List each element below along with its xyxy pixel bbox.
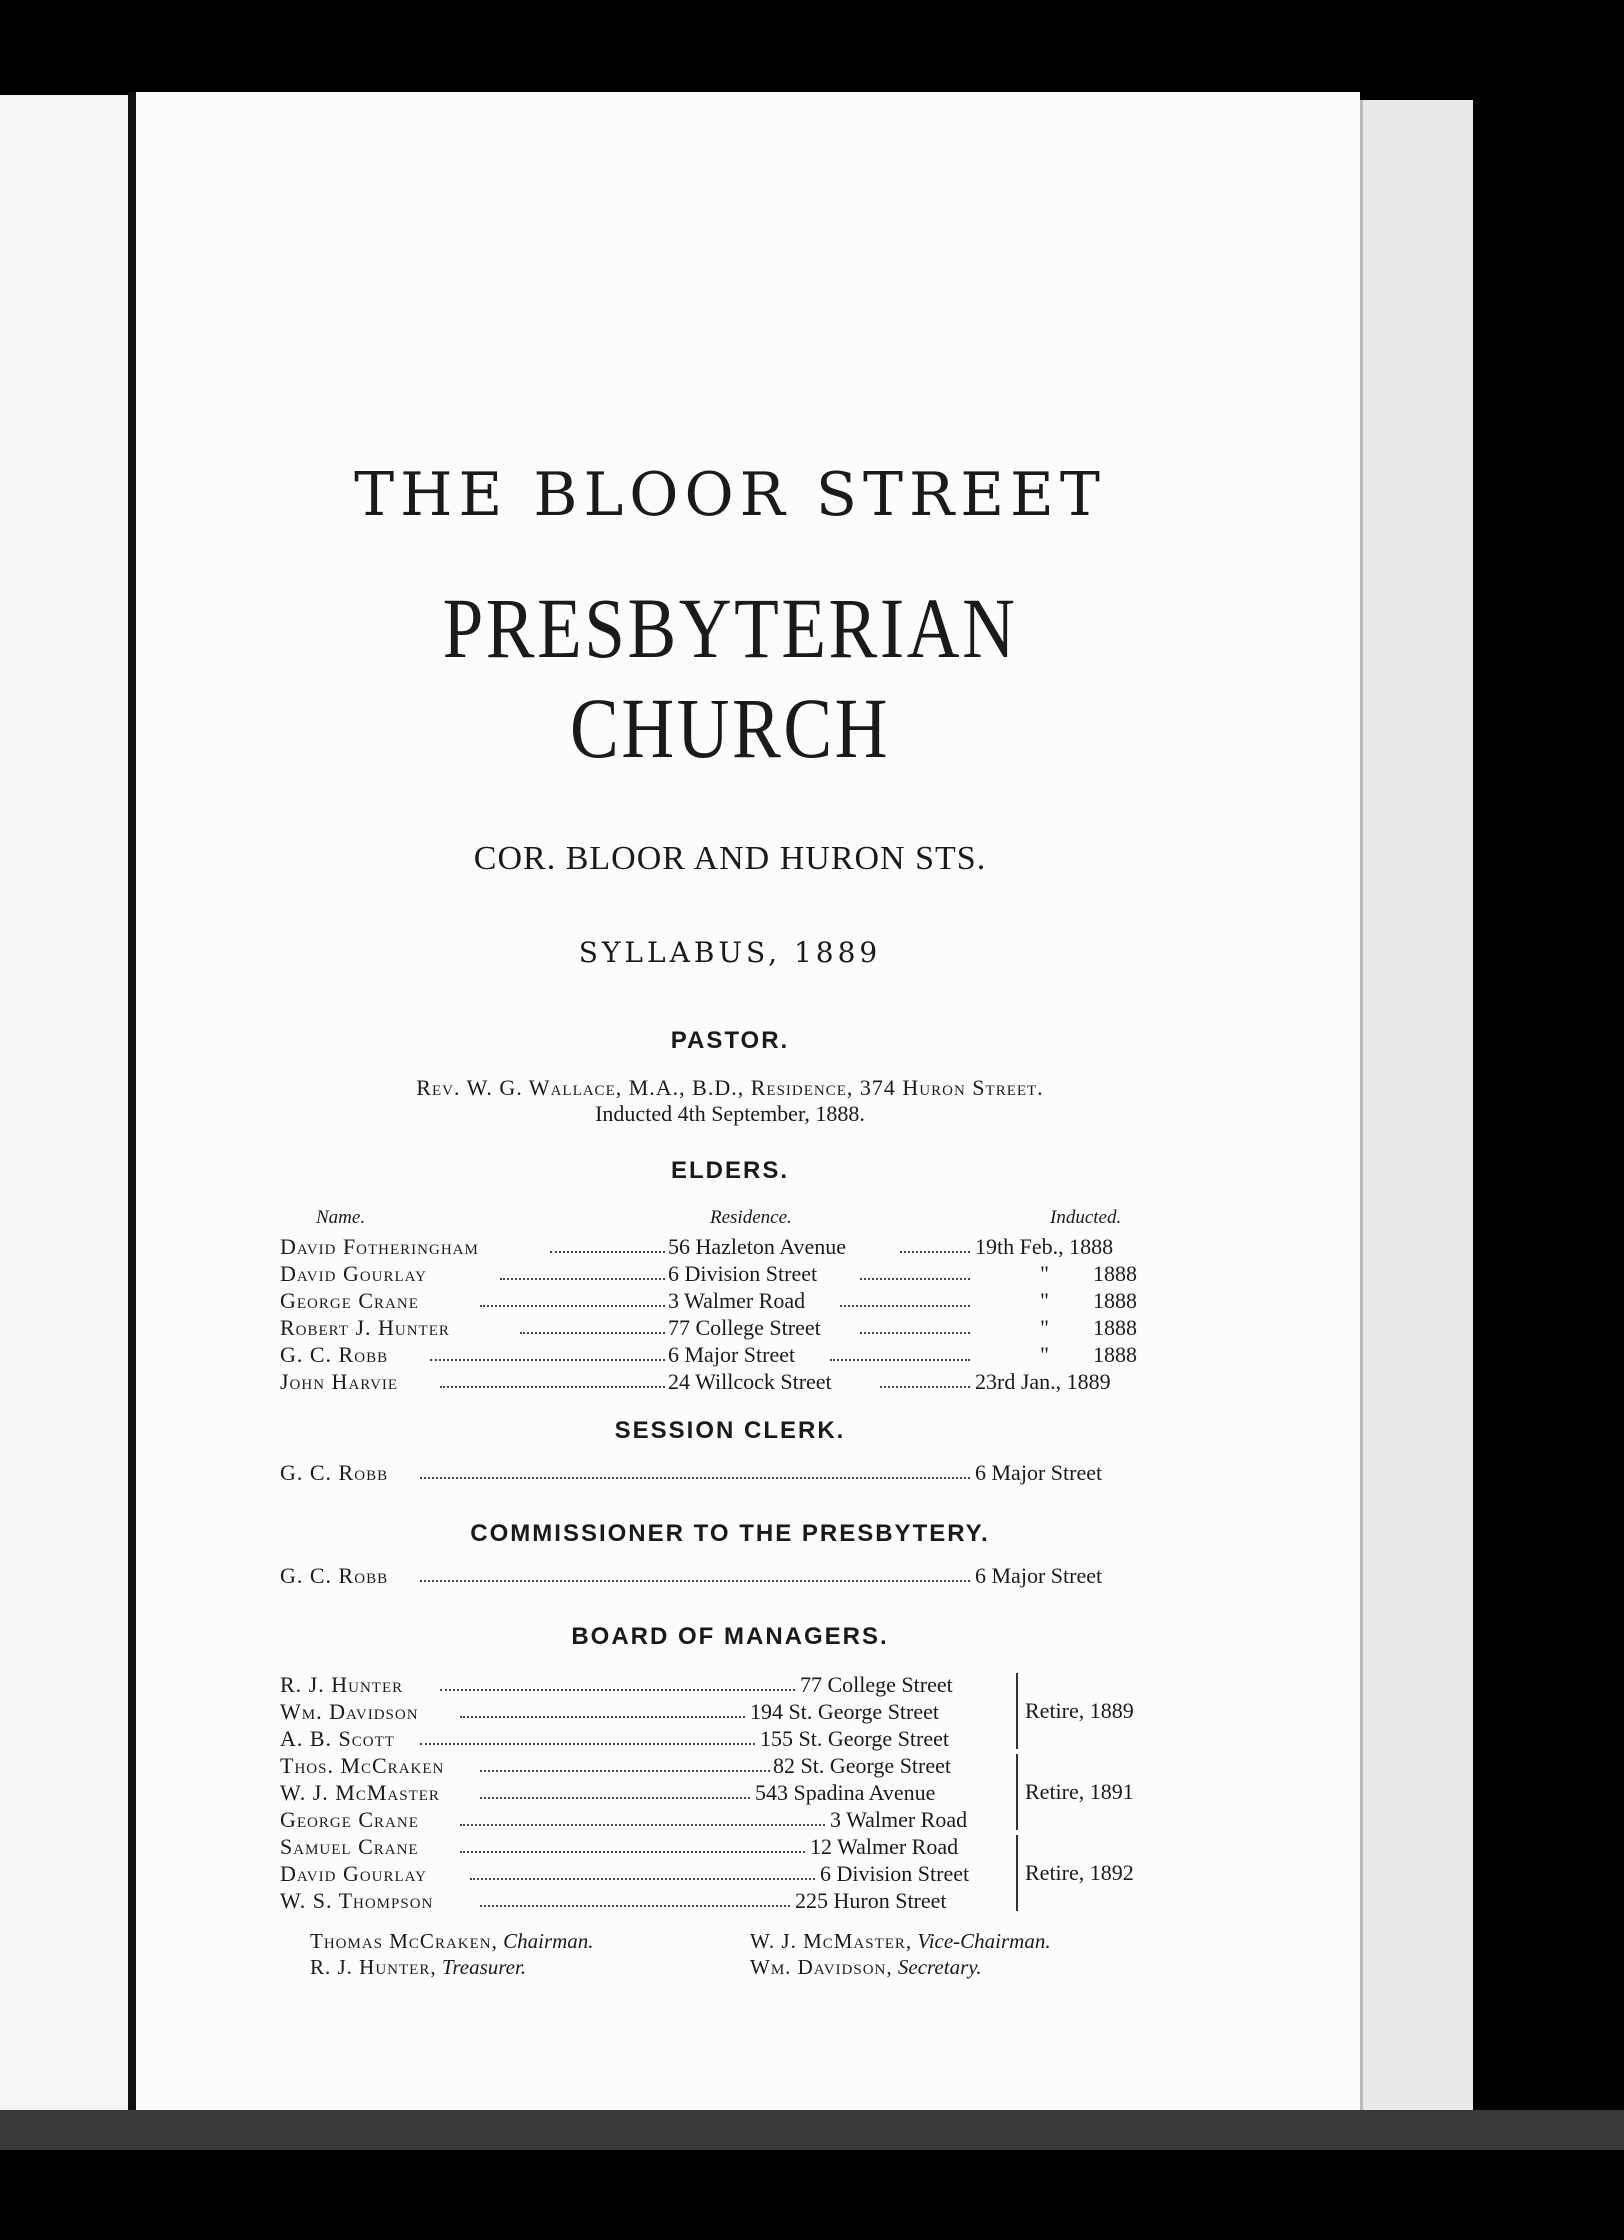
leader-dots <box>500 1260 665 1280</box>
manager-address: 6 Division Street <box>820 1861 970 1886</box>
board-row <box>280 1833 1180 1860</box>
elder-inducted: " 1888 <box>1040 1342 1137 1367</box>
leader-dots <box>460 1806 825 1826</box>
document-content <box>280 440 1180 1982</box>
board-row <box>280 1671 1180 1698</box>
elder-name: G. C. Robb <box>280 1342 389 1367</box>
elders-heading: ELDERS. <box>670 1157 789 1184</box>
title-line-1: THE BLOOR STREET <box>354 460 1106 530</box>
elder-residence: 24 Willcock Street <box>668 1369 832 1394</box>
adjacent-page-strip <box>0 95 130 2140</box>
pastor-line-1: Rev. W. G. Wallace, M.A., B.D., Residence, 374 Huron Street. <box>416 1075 1044 1100</box>
pastor-details <box>280 1075 1180 1127</box>
manager-address: 155 St. George Street <box>760 1726 950 1751</box>
manager-name: A. B. Scott <box>280 1726 395 1751</box>
leader-dots <box>470 1860 815 1880</box>
elder-name: Robert J. Hunter <box>280 1315 450 1340</box>
chairman-role: Chairman. <box>503 1929 594 1953</box>
col-inducted-header: Inducted. <box>1050 1207 1122 1228</box>
leader-dots <box>520 1314 665 1334</box>
manager-address: 82 St. George Street <box>773 1753 952 1778</box>
manager-address: 77 College Street <box>800 1672 953 1697</box>
commissioner-name: G. C. Robb <box>280 1563 389 1588</box>
elders-column-headers <box>280 1203 1180 1233</box>
board-table <box>280 1671 1180 1914</box>
elder-residence: 6 Major Street <box>668 1342 796 1367</box>
commissioner-row <box>280 1562 1180 1589</box>
board-heading: BOARD OF MANAGERS. <box>571 1623 889 1650</box>
page-binding-edge <box>128 92 136 2142</box>
treasurer <box>310 1954 526 1980</box>
leader-dots <box>860 1314 970 1334</box>
board-row <box>280 1806 1180 1833</box>
manager-name: W. S. Thompson <box>280 1888 434 1913</box>
leader-dots <box>900 1233 970 1253</box>
manager-address: 543 Spadina Avenue <box>755 1780 936 1805</box>
session-clerk-address: 6 Major Street <box>975 1460 1103 1485</box>
elder-inducted: 23rd Jan., 1889 <box>975 1369 1111 1394</box>
retire-brace <box>1010 1673 1018 1749</box>
manager-name: David Gourlay <box>280 1861 427 1886</box>
elders-table <box>280 1233 1180 1395</box>
manager-address: 3 Walmer Road <box>830 1807 968 1832</box>
elder-row <box>280 1314 1180 1341</box>
title-line-2: PRESBYTERIAN CHURCH <box>442 580 1018 776</box>
retire-group-1892: Retire, 1892 <box>1025 1860 1134 1885</box>
manager-address: 225 Huron Street <box>795 1888 947 1913</box>
leader-dots <box>480 1779 750 1799</box>
manager-name: Wm. Davidson <box>280 1699 419 1724</box>
vice-chairman-name: W. J. McMaster, <box>750 1929 913 1953</box>
retire-group-1889: Retire, 1889 <box>1025 1698 1134 1723</box>
board-row <box>280 1725 1180 1752</box>
elder-name: John Harvie <box>280 1369 399 1394</box>
elder-inducted: " 1888 <box>1040 1315 1137 1340</box>
pastor-heading: PASTOR. <box>670 1027 790 1054</box>
chairman <box>310 1928 594 1954</box>
secretary-name: Wm. Davidson, <box>750 1955 893 1979</box>
manager-address: 12 Walmer Road <box>810 1834 959 1859</box>
elder-name: David Gourlay <box>280 1261 427 1286</box>
elder-residence: 6 Division Street <box>668 1261 818 1286</box>
vice-chairman-role: Vice-Chairman. <box>917 1929 1051 1953</box>
manager-name: Thos. McCraken <box>280 1753 445 1778</box>
retire-brace <box>1010 1835 1018 1911</box>
manager-name: W. J. McMaster <box>280 1780 440 1805</box>
retire-brace <box>1010 1754 1018 1830</box>
board-row <box>280 1887 1180 1914</box>
session-clerk-heading: SESSION CLERK. <box>614 1417 846 1444</box>
elder-row <box>280 1341 1180 1368</box>
elder-inducted: " 1888 <box>1040 1261 1137 1286</box>
leader-dots <box>880 1368 970 1388</box>
elder-inducted: " 1888 <box>1040 1288 1137 1313</box>
session-clerk-row <box>280 1459 1180 1486</box>
elder-row <box>280 1233 1180 1260</box>
syllabus-year: SYLLABUS, 1889 <box>578 936 882 969</box>
chairman-name: Thomas McCraken, <box>310 1929 498 1953</box>
manager-name: Samuel Crane <box>280 1834 419 1859</box>
pastor-line-2: Inducted 4th September, 1888. <box>595 1101 865 1126</box>
leader-dots <box>420 1459 970 1479</box>
leader-dots <box>460 1698 745 1718</box>
elder-residence: 56 Hazleton Avenue <box>668 1234 846 1259</box>
manager-name: George Crane <box>280 1807 419 1832</box>
leader-dots <box>480 1287 665 1307</box>
treasurer-role: Treasurer. <box>441 1955 527 1979</box>
leader-dots <box>860 1260 970 1280</box>
leader-dots <box>430 1341 665 1361</box>
secretary-role: Secretary. <box>897 1955 982 1979</box>
treasurer-name: R. J. Hunter, <box>310 1955 437 1979</box>
elder-name: George Crane <box>280 1288 419 1313</box>
secretary <box>750 1954 982 1980</box>
leader-dots <box>480 1752 770 1772</box>
church-address: COR. BLOOR AND HURON STS. <box>473 840 987 877</box>
col-residence-header: Residence. <box>710 1207 792 1228</box>
elder-name: David Fotheringham <box>280 1234 479 1259</box>
leader-dots <box>480 1887 790 1907</box>
leader-dots <box>830 1341 970 1361</box>
elder-row <box>280 1368 1180 1395</box>
leader-dots <box>420 1562 970 1582</box>
vice-chairman <box>750 1928 1051 1954</box>
manager-name: R. J. Hunter <box>280 1672 404 1697</box>
session-clerk-name: G. C. Robb <box>280 1460 389 1485</box>
leader-dots <box>840 1287 970 1307</box>
retire-group-1891: Retire, 1891 <box>1025 1779 1134 1804</box>
elder-residence: 77 College Street <box>668 1315 821 1340</box>
elder-row <box>280 1260 1180 1287</box>
scan-bottom-band <box>0 2110 1624 2150</box>
commissioner-heading: COMMISSIONER TO THE PRESBYTERY. <box>470 1520 990 1547</box>
leader-dots <box>550 1233 665 1253</box>
page-right-edge <box>1360 100 1473 2140</box>
leader-dots <box>440 1368 665 1388</box>
leader-dots <box>460 1833 805 1853</box>
board-row <box>280 1752 1180 1779</box>
elder-row <box>280 1287 1180 1314</box>
leader-dots <box>420 1725 755 1745</box>
col-name-header: Name. <box>316 1207 366 1228</box>
manager-address: 194 St. George Street <box>750 1699 940 1724</box>
commissioner-address: 6 Major Street <box>975 1563 1103 1588</box>
leader-dots <box>440 1671 795 1691</box>
board-officers <box>280 1928 1180 1982</box>
elder-inducted: 19th Feb., 1888 <box>975 1234 1114 1259</box>
elder-residence: 3 Walmer Road <box>668 1288 806 1313</box>
